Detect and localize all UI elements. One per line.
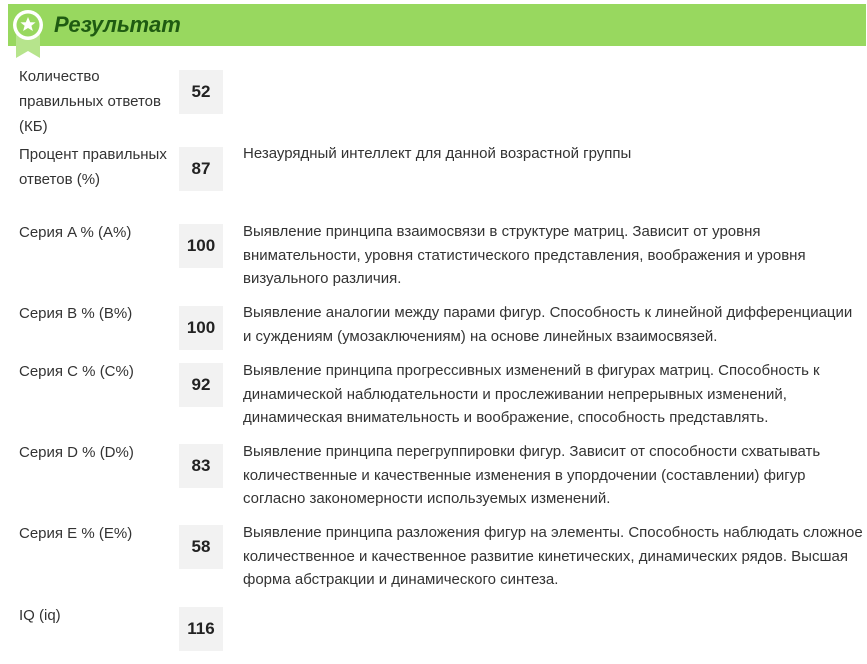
result-value: 100 <box>179 306 223 350</box>
result-label: Количество правильных ответов (КБ) <box>19 68 161 135</box>
result-value: 58 <box>179 525 223 569</box>
result-label: Серия A % (A%) <box>19 224 132 241</box>
result-label: IQ (iq) <box>19 607 61 624</box>
result-header <box>8 4 866 46</box>
result-value: 83 <box>179 444 223 488</box>
result-value: 116 <box>179 607 223 651</box>
result-row-series-c <box>0 359 867 440</box>
result-description: Выявление принципа прогрессивных изменений в фигурах матриц. Способность к динамической наблюдательности и прослеживании непрерывных изменений, динамическая внимательность и воображение, способность представлять. <box>243 362 820 426</box>
result-value: 100 <box>179 224 223 268</box>
result-row-kb <box>0 64 867 142</box>
award-ribbon-icon <box>11 8 45 62</box>
result-row-iq <box>0 603 867 663</box>
result-description: Выявление аналогии между парами фигур. Способность к линейной дифференциации и суждениям (умозаключениям) на основе линейных взаимосвязей. <box>243 304 853 345</box>
result-description: Выявление принципа перегруппировки фигур. Зависит от способности схватывать количественные и качественные изменения в упордочении (составлении) фигур согласно закономерности используемых изменений. <box>243 443 821 507</box>
result-row-series-d <box>0 440 867 521</box>
result-row-series-b <box>0 301 867 359</box>
result-row-percent <box>0 142 867 220</box>
result-value: 52 <box>179 70 223 114</box>
result-value: 92 <box>179 363 223 407</box>
result-label: Серия D % (D%) <box>19 444 134 461</box>
result-value: 87 <box>179 147 223 191</box>
result-row-series-a <box>0 220 867 301</box>
result-description: Незаурядный интеллект для данной возрастной группы <box>243 145 632 162</box>
result-label: Серия C % (C%) <box>19 363 134 380</box>
result-description: Выявление принципа взаимосвязи в структуре матриц. Зависит от уровня внимательности, уровня статистического представления, воображения и уровня визуального различия. <box>243 223 806 287</box>
result-label: Серия B % (B%) <box>19 305 133 322</box>
result-label: Серия E % (E%) <box>19 525 133 542</box>
results-list <box>0 64 867 663</box>
page-title: Результат <box>54 12 181 37</box>
result-description: Выявление принципа разложения фигур на элементы. Способность наблюдать сложное количественное и качественное развитие кинетических, динамических рядов. Высшая форма абстракции и динамического синтеза. <box>243 524 863 588</box>
result-label: Процент правильных ответов (%) <box>19 146 167 188</box>
result-row-series-e <box>0 521 867 603</box>
